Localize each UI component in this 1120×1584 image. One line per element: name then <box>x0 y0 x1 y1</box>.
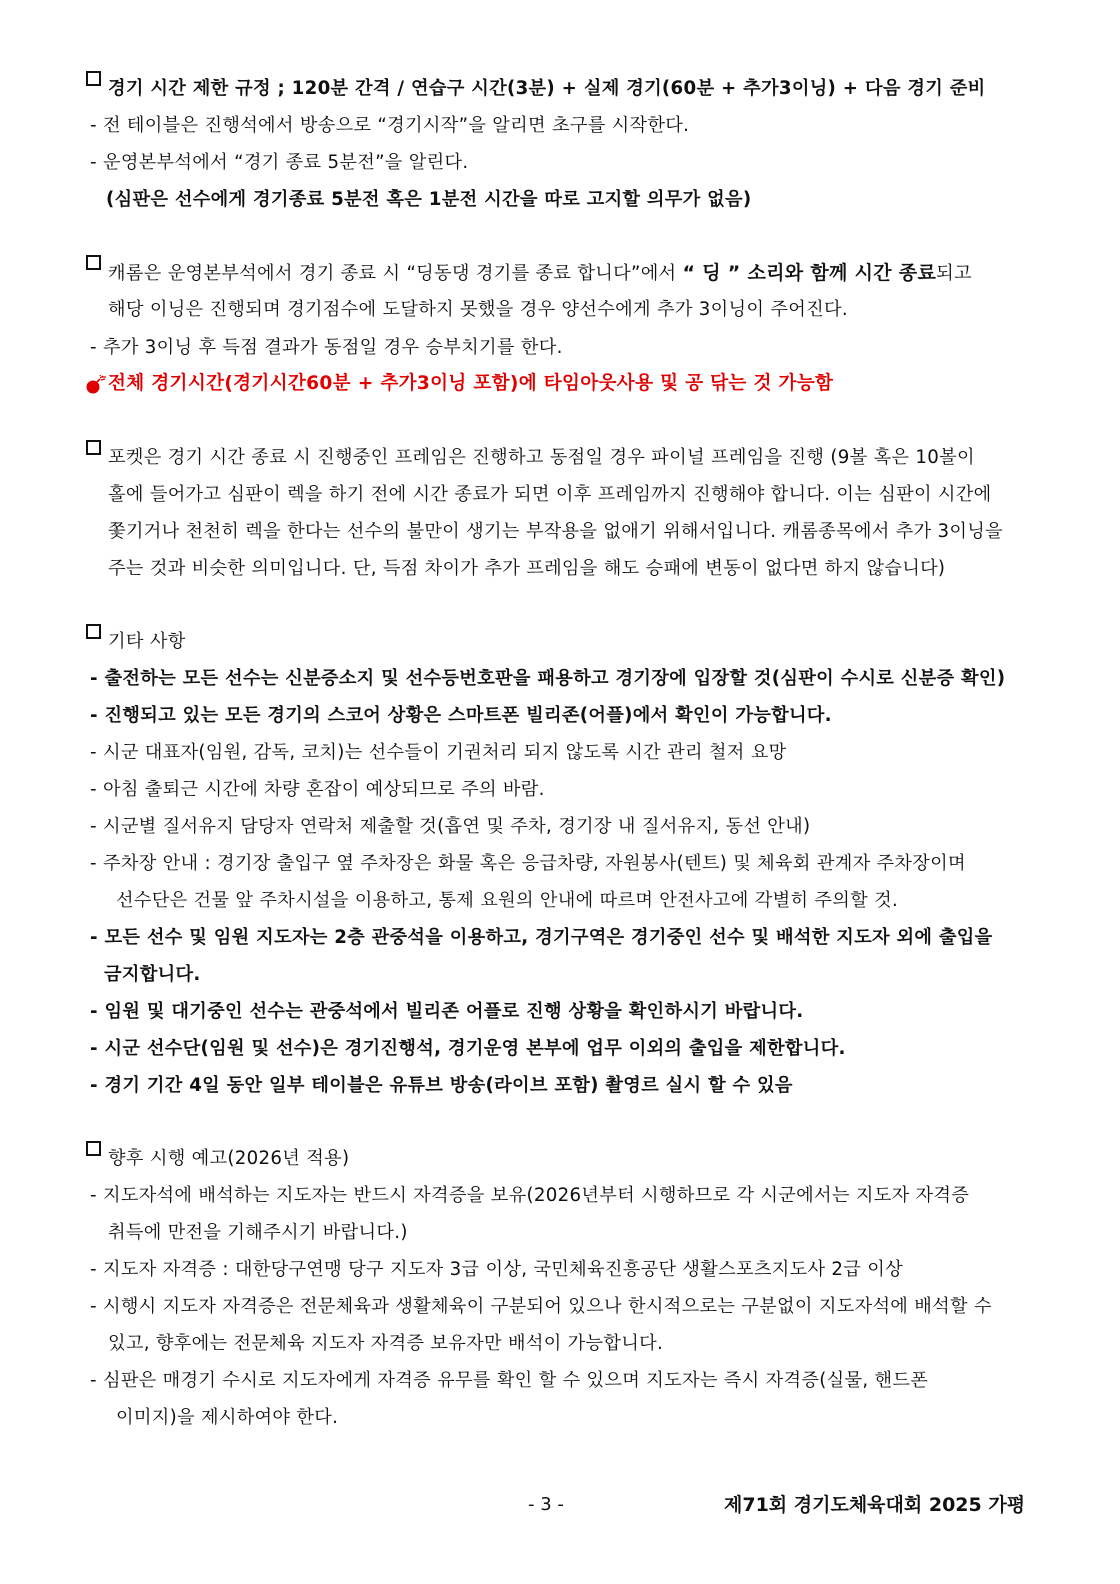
list-item: - 시군별 질서유지 담당자 연락처 제출할 것(흡연 및 주차, 경기장 내 질서유지, 동선 안내) <box>90 816 811 837</box>
section-future-heading: 향후 시행 예고(2026년 적용) <box>0 1141 1120 1177</box>
footer-event-title: 제71회 경기도체육대회 2025 가평 <box>724 1494 1026 1516</box>
list-item: - 지도자 자격증 : 대한당구연맹 당구 지도자 3급 이상, 국민체육진흥공단 생활스포츠지도사 2급 이상 <box>90 1259 903 1280</box>
text-line: - 전 테이블은 진행석에서 방송으로 “경기시작”을 알리면 초구를 시작한다. <box>90 115 690 136</box>
checkbox-square-icon <box>86 71 101 86</box>
text-line: 주는 것과 비슷한 의미입니다. 단, 득점 차이가 추가 프레임을 해도 승패에 변동이 없다면 하지 않습니다) <box>108 558 946 579</box>
list-item: - 시군 대표자(임원, 감독, 코치)는 선수들이 기권처리 되지 않도록 시간 관리 철저 요망 <box>90 742 787 763</box>
list-item: - 경기 기간 4일 동안 일부 테이블은 유튜브 방송(라이브 포함) 촬영르 실시 할 수 있음 <box>90 1075 793 1096</box>
checkbox-square-icon <box>86 1141 101 1156</box>
text-line: 해당 이닝은 진행되며 경기점수에 도달하지 못했을 경우 양선수에게 추가 3이닝이 주어진다. <box>108 299 848 320</box>
text-line: - 운영본부석에서 “경기 종료 5분전”을 알린다. <box>90 152 469 173</box>
section-carom-heading: 캐롬은 운영본부석에서 경기 종료 시 “딩동댕 경기를 종료 합니다”에서 “ 딩 ” 소리와 함께 시간 종료되고 <box>0 255 1120 291</box>
list-item: - 진행되고 있는 모든 경기의 스코어 상황은 스마트폰 빌리존(어플)에서 확인이 가능합니다. <box>90 705 832 726</box>
section-pocket-heading: 포켓은 경기 시간 종료 시 진행중인 프레임은 진행하고 동점일 경우 파이널 프레임을 진행 (9볼 혹은 10볼이 <box>0 440 1120 476</box>
page-number: - 3 - <box>528 1494 564 1515</box>
list-item-continuation: 이미지)을 제시하여야 한다. <box>116 1407 339 1428</box>
list-item-continuation: 있고, 향후에는 전문체육 지도자 자격증 보유자만 배석이 가능합니다. <box>108 1333 664 1354</box>
list-item: - 모든 선수 및 임원 지도자는 2층 관중석을 이용하고, 경기구역은 경기중인 선수 및 배석한 지도자 외에 출입을 <box>90 927 993 948</box>
list-item: - 임원 및 대기중인 선수는 관중석에서 빌리존 어플로 진행 상황을 확인하시기 바랍니다. <box>90 1001 804 1022</box>
checkbox-square-icon <box>86 624 101 639</box>
text-line: - 추가 3이닝 후 득점 결과가 동점일 경우 승부치기를 한다. <box>90 337 563 358</box>
list-item: - 주차장 안내 : 경기장 출입구 옆 주차장은 화물 혹은 응급차량, 자원봉사(텐트) 및 체육회 관계자 주차장이며 <box>90 853 966 874</box>
checkbox-square-icon <box>86 255 101 270</box>
list-item-continuation: 취득에 만전을 기해주시기 바랍니다.) <box>108 1222 408 1243</box>
list-item: - 지도자석에 배석하는 지도자는 반드시 자격증을 보유(2026년부터 시행하므로 각 시군에서는 지도자 자격증 <box>90 1185 970 1206</box>
list-item: - 아침 출퇴근 시간에 차량 혼잡이 예상되므로 주의 바람. <box>90 779 545 800</box>
list-item-continuation: 금지합니다. <box>104 964 201 985</box>
text-line-bold: (심판은 선수에게 경기종료 5분전 혹은 1분전 시간을 따로 고지할 의무가 없음) <box>106 189 752 210</box>
list-item: - 시군 선수단(임원 및 선수)은 경기진행석, 경기운영 본부에 업무 이외의 출입을 제한합니다. <box>90 1038 846 1059</box>
red-note-line: 전체 경기시간(경기시간60분 + 추가3이닝 포함)에 타임아웃사용 및 공 닦는 것 가능함 <box>0 366 1120 402</box>
list-item: - 출전하는 모든 선수는 신분증소지 및 선수등번호판을 패용하고 경기장에 입장할 것(심판이 수시로 신분증 확인) <box>90 668 1006 689</box>
list-item-continuation: 선수단은 건물 앞 주차시설을 이용하고, 통제 요원의 안내에 따르며 안전사고에 각별히 주의할 것. <box>116 890 899 911</box>
section-misc-heading: 기타 사항 <box>0 624 1120 660</box>
text-line: 홀에 들어가고 심판이 렉을 하기 전에 시간 종료가 되면 이후 프레임까지 진행해야 합니다. 이는 심판이 시간에 <box>108 484 992 505</box>
list-item: - 시행시 지도자 자격증은 전문체육과 생활체육이 구분되어 있으나 한시적으로는 구분없이 지도자석에 배석할 수 <box>90 1296 992 1317</box>
section-time-limit-heading: 경기 시간 제한 규정 ; 120분 간격 / 연습구 시간(3분) + 실제 경기(60분 + 추가3이닝) + 다음 경기 준비 <box>0 71 1120 107</box>
checkbox-square-icon <box>86 440 101 455</box>
text-line: 쫓기거나 천천히 렉을 한다는 선수의 불만이 생기는 부작용을 없애기 위해서입니다. 캐롬종목에서 추가 3이닝을 <box>108 521 1004 542</box>
list-item: - 심판은 매경기 수시로 지도자에게 자격증 유무를 확인 할 수 있으며 지도자는 즉시 자격증(실물, 핸드폰 <box>90 1370 929 1391</box>
bomb-icon <box>85 375 107 395</box>
